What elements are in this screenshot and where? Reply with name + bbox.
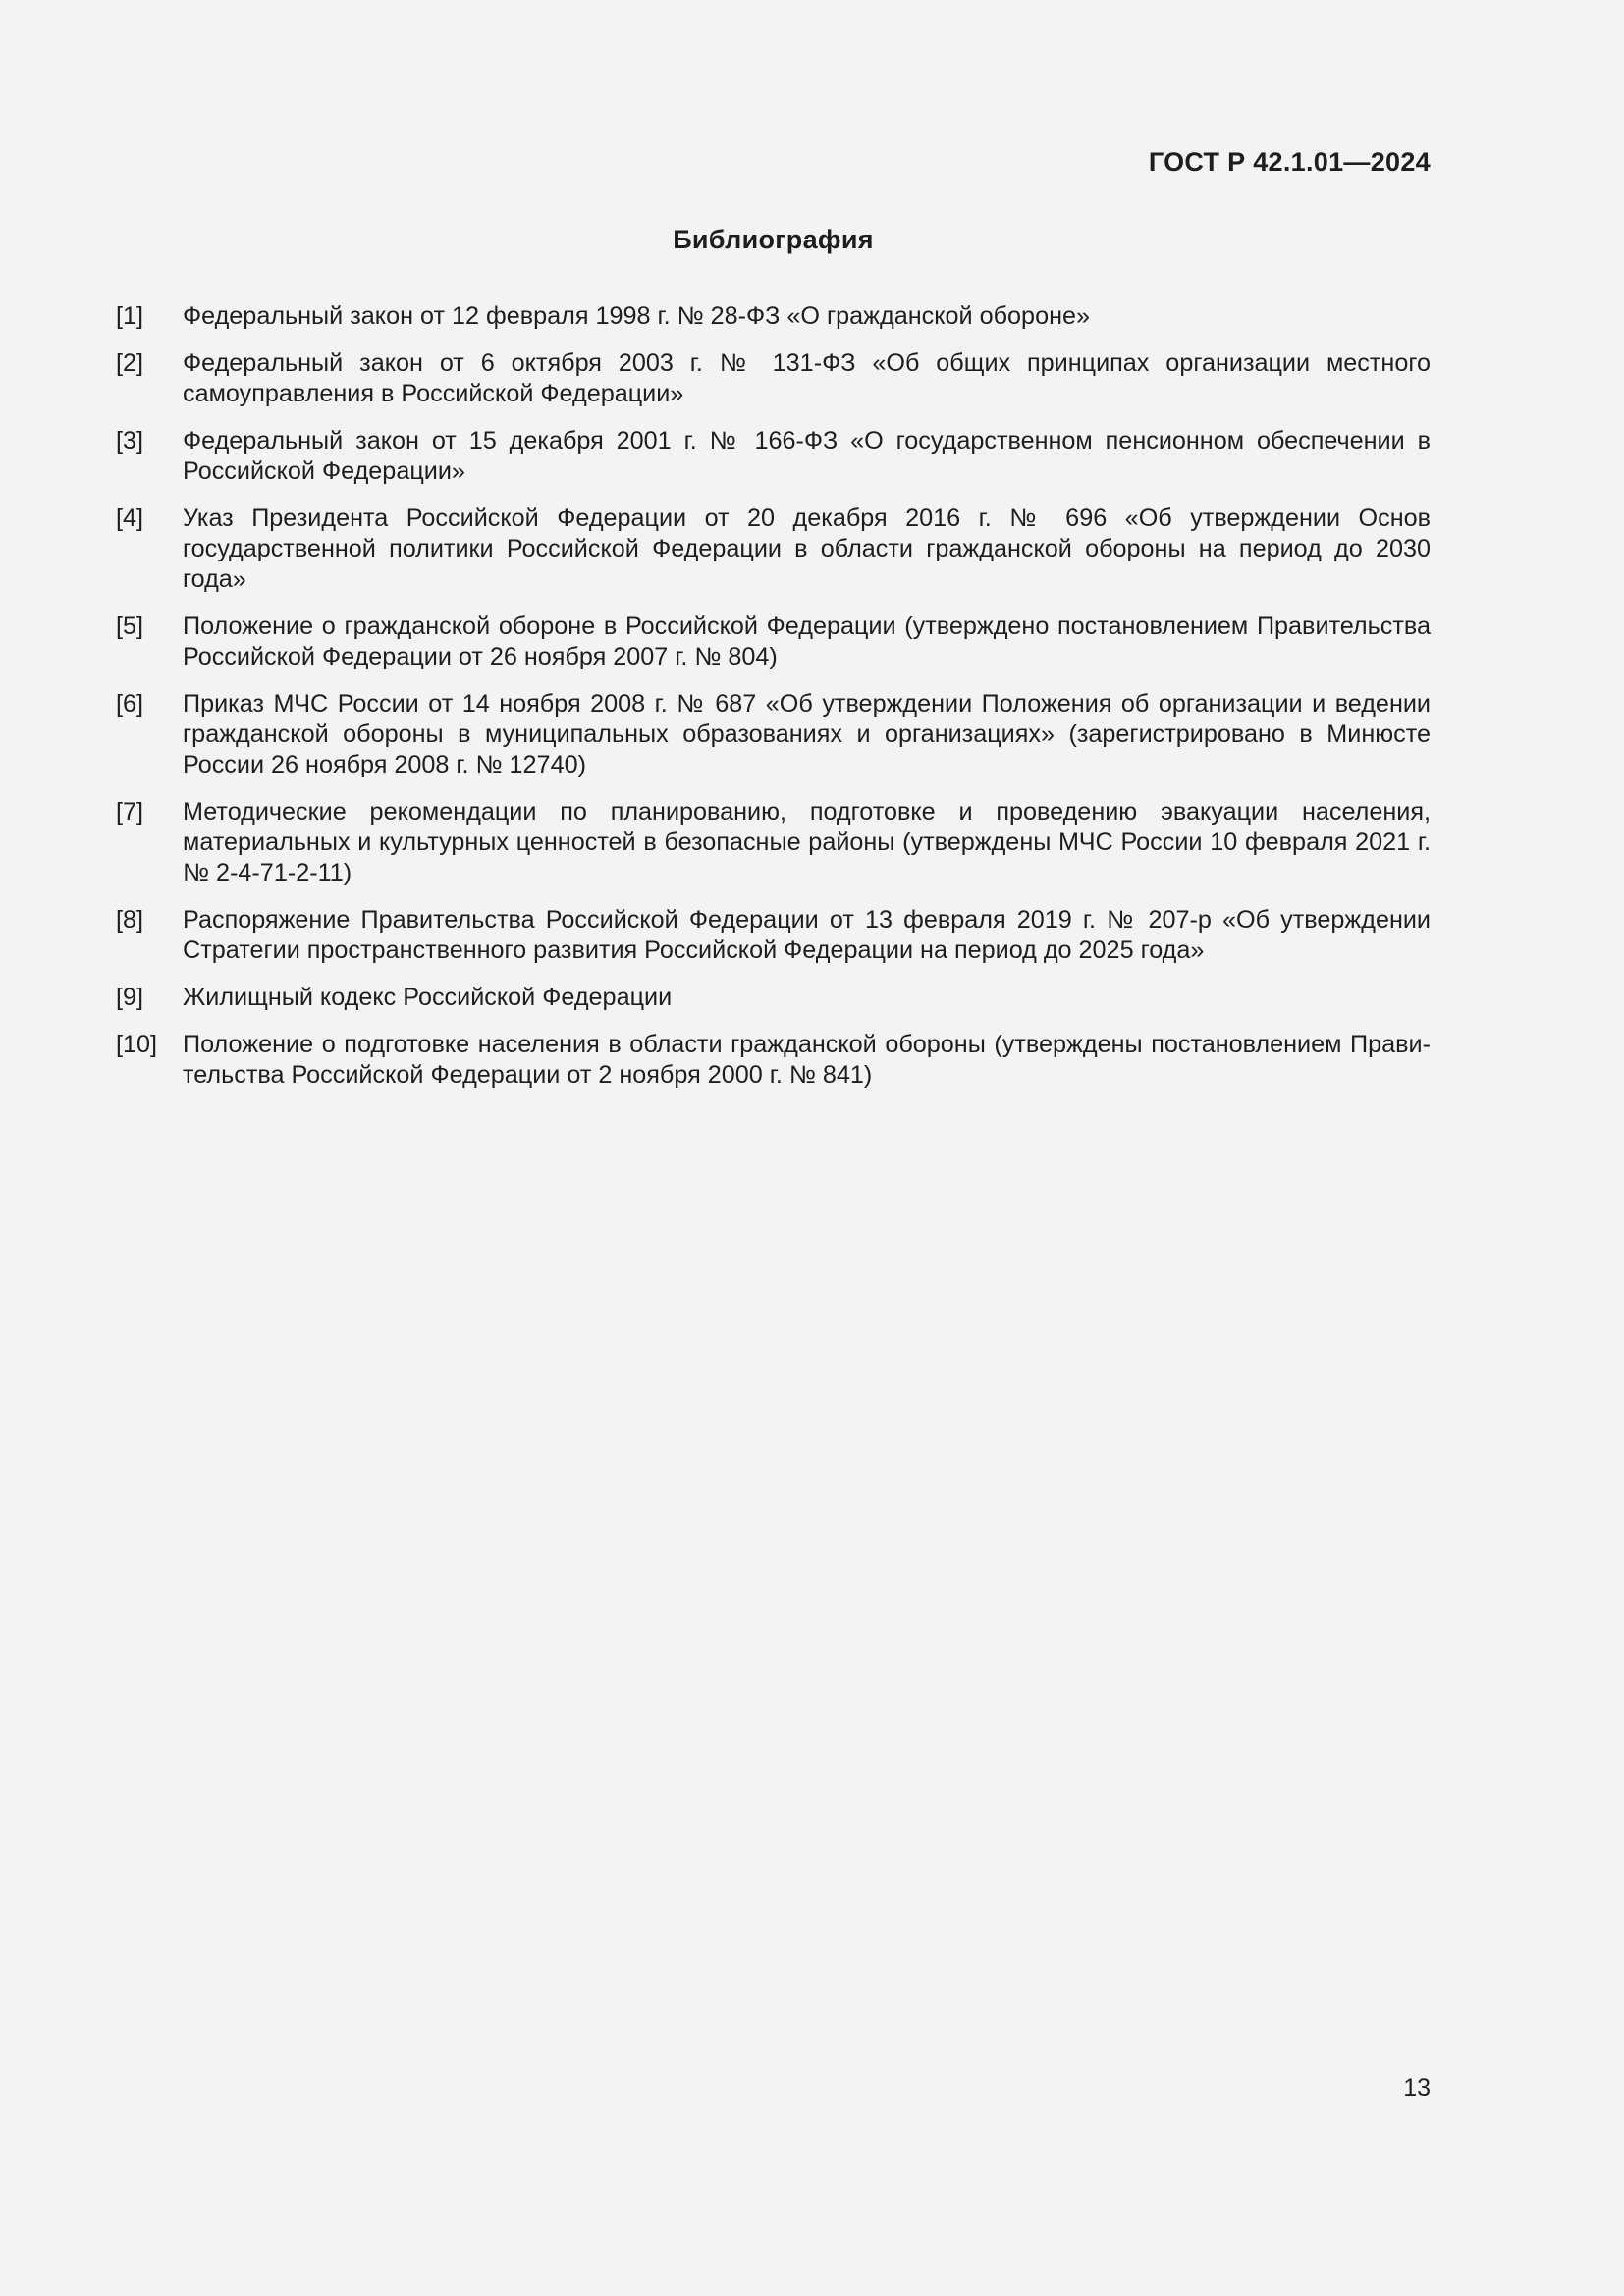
bibliography-item-text: Жилищный кодекс Российской Федерации xyxy=(183,984,673,1011)
bibliography-item xyxy=(116,612,1431,672)
bibliography-item-text: Федеральный закон от 12 февраля 1998 г. № 28-ФЗ «О гражданской обороне» xyxy=(183,302,1091,330)
bibliography-item-text: Распоряжение Правительства Российской Федерации от 13 февраля 2019 г. № 207-р «Об утверждении Стратегии пространственного развития Российской Федерации на период до 2025 года» xyxy=(183,906,1431,964)
bibliography-item-number: [4] xyxy=(116,505,144,532)
bibliography-item-number: [2] xyxy=(116,349,144,377)
bibliography-item xyxy=(116,1030,1431,1091)
bibliography-item xyxy=(116,983,1431,1013)
bibliography-item-text: Приказ МЧС России от 14 ноября 2008 г. № 687 «Об утверждении Положения об организации и ведении гражданской обороны в муниципальных образованиях и организациях» (зарегистрировано в Минюсте России 26 ноября 2008 г. № 12740) xyxy=(183,690,1431,778)
bibliography-item-number: [5] xyxy=(116,613,144,640)
bibliography-list xyxy=(116,301,1431,1107)
bibliography-item-number: [6] xyxy=(116,690,144,718)
bibliography-item-number: [10] xyxy=(116,1031,158,1058)
document-code: ГОСТ Р 42.1.01—2024 xyxy=(1148,147,1431,177)
bibliography-item-text: Федеральный закон от 6 октября 2003 г. № 131-ФЗ «Об общих принципах организации местного самоуправления в Российской Федерации» xyxy=(183,349,1431,407)
bibliography-item-text: Федеральный закон от 15 декабря 2001 г. № 166-ФЗ «О государственном пенсионном обеспечении в Российской Федерации» xyxy=(183,427,1431,485)
bibliography-title: Библиография xyxy=(673,225,874,254)
bibliography-item xyxy=(116,504,1431,595)
bibliography-item-text: Положение о гражданской обороне в Российской Федерации (утверждено постановлением Правительства Российской Федерации от 26 ноября 2007 г. № 804) xyxy=(183,613,1431,670)
bibliography-item xyxy=(116,426,1431,487)
bibliography-item-number: [1] xyxy=(116,302,144,330)
bibliography-item-number: [7] xyxy=(116,798,144,826)
page-number: 13 xyxy=(1403,2074,1431,2102)
bibliography-item xyxy=(116,797,1431,888)
bibliography-item xyxy=(116,905,1431,966)
bibliography-item xyxy=(116,689,1431,780)
bibliography-item-text: Методические рекомендации по планированию, подготовке и проведению эвакуации населения, материальных и культурных ценностей в безопасные районы (утверждены МЧС России 10 февраля 2021 г. № 2-4-71-2-11) xyxy=(183,798,1431,886)
bibliography-item-number: [8] xyxy=(116,906,144,934)
bibliography-item-number: [3] xyxy=(116,427,144,454)
bibliography-item-number: [9] xyxy=(116,984,144,1011)
bibliography-item xyxy=(116,301,1431,332)
bibliography-item xyxy=(116,348,1431,409)
bibliography-item-text: Положение о подготовке населения в области гражданской обороны (утверждены постановлением Правительства Российской Федерации от 2 ноября 2000 г. № 841) xyxy=(183,1031,1431,1089)
bibliography-item-text: Указ Президента Российской Федерации от 20 декабря 2016 г. № 696 «Об утверждении Основ государственной политики Российской Федерации в области гражданской обороны на период до 2030 года» xyxy=(183,505,1431,593)
